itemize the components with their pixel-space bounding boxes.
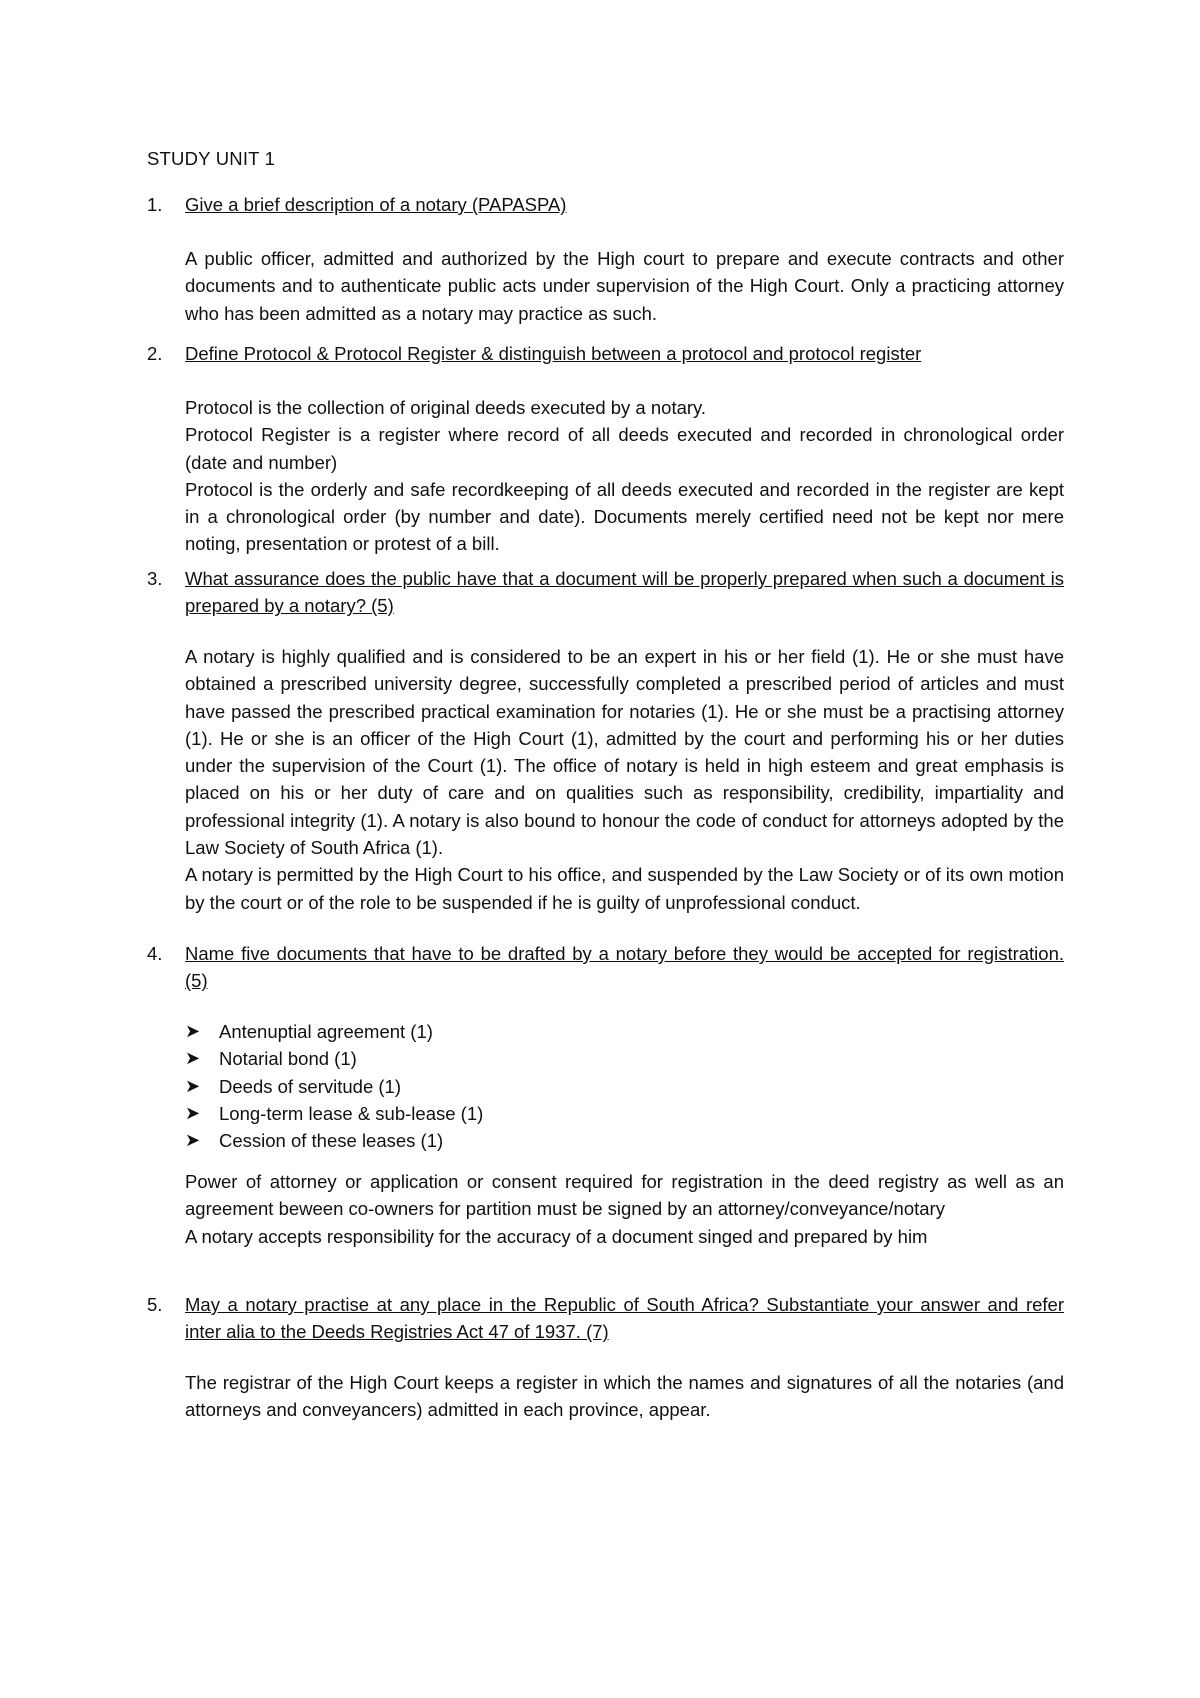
question-2 <box>147 340 1064 367</box>
list-item: ➤ Deeds of servitude (1) <box>185 1073 1064 1100</box>
list-item: ➤ Cession of these leases (1) <box>185 1127 1064 1154</box>
question-number: 5. <box>147 1294 163 1315</box>
question-number: 3. <box>147 568 163 589</box>
question-text: Name five documents that have to be drafted by a notary before they would be accepted for registration. (5) <box>185 943 1064 992</box>
question-text: Give a brief description of a notary (PAPASPA) <box>185 194 567 215</box>
answer-paragraph: Protocol is the collection of original deeds executed by a notary. <box>185 397 707 418</box>
answer-paragraph: A public officer, admitted and authorized by the High court to prepare and execute contracts and other documents and to authenticate public acts under supervision of the High Court. Only a practicing attorney who has been admitted as a notary may practice as such. <box>185 248 1064 324</box>
question-text: What assurance does the public have that a document will be properly prepared when such a document is prepared by a notary? (5) <box>185 568 1064 617</box>
question-number: 2. <box>147 343 163 364</box>
document-list <box>185 1018 1064 1154</box>
question-text: May a notary practise at any place in the Republic of South Africa? Substantiate your answer and refer inter alia to the Deeds Registries Act 47 of 1937. (7) <box>185 1294 1064 1343</box>
arrow-bullet-icon: ➤ <box>185 1048 201 1069</box>
question-number: 1. <box>147 194 163 215</box>
arrow-bullet-icon: ➤ <box>185 1021 201 1041</box>
list-item: ➤ Long-term lease & sub-lease (1) <box>185 1100 1064 1127</box>
question-5 <box>147 1291 1064 1346</box>
question-number: 4. <box>147 943 163 964</box>
arrow-bullet-icon: ➤ <box>185 1102 201 1123</box>
answer-5 <box>185 1369 1064 1424</box>
answer-4 <box>185 1168 1064 1250</box>
answer-paragraph: A notary accepts responsibility for the accuracy of a document singed and prepared by him <box>185 1225 928 1247</box>
list-item: ➤ Antenuptial agreement (1) <box>185 1018 1064 1045</box>
question-4 <box>147 940 1064 995</box>
answer-paragraph: Protocol Register is a register where record of all deeds executed and recorded in chronological order (date and number) <box>185 424 1064 473</box>
arrow-bullet-icon: ➤ <box>185 1130 201 1151</box>
list-item: ➤ Notarial bond (1) <box>185 1045 1064 1072</box>
answer-paragraph: A notary is permitted by the High Court to his office, and suspended by the Law Society or of its own motion by the court or of the role to be suspended if he is guilty of unprofessional conduct. <box>185 864 1064 913</box>
answer-paragraph: Power of attorney or application or consent required for registration in the deed registry as well as an agreement beween co-owners for partition must be signed by an attorney/conveyance/notary <box>185 1171 1064 1220</box>
question-text: Define Protocol & Protocol Register & distinguish between a protocol and protocol register <box>185 343 922 364</box>
answer-2 <box>185 394 1064 558</box>
answer-paragraph: A notary is highly qualified and is considered to be an expert in his or her field (1). He or she must have obtained a prescribed university degree, successfully completed a prescribed period of articles and must have passed the prescribed practical examination for notaries (1). He or she must be a practising attorney (1). He or she is an officer of the High Court (1), admitted by the court and performing his or her duties under the supervision of the Court (1). The office of notary is held in high esteem and great emphasis is placed on his or her duty of care and on qualities such as responsibility, credibility, impartiality and professional integrity (1). A notary is also bound to honour the code of conduct for attorneys adopted by the Law Society of South Africa (1). <box>185 646 1064 859</box>
arrow-bullet-icon: ➤ <box>185 1075 201 1096</box>
answer-paragraph: The registrar of the High Court keeps a register in which the names and signatures of all the notaries (and attorneys and conveyancers) admitted in each province, appear. <box>185 1372 1064 1421</box>
answer-3 <box>185 643 1064 916</box>
page-title: STUDY UNIT 1 <box>147 148 276 169</box>
answer-paragraph: Protocol is the orderly and safe recordkeeping of all deeds executed and recorded in the register are kept in a chronological order (by number and date). Documents merely certified need not be kept nor mere noting, presentation or protest of a bill. <box>185 478 1064 555</box>
question-1 <box>147 191 1064 218</box>
question-3 <box>147 565 1064 620</box>
answer-1 <box>185 245 1064 327</box>
